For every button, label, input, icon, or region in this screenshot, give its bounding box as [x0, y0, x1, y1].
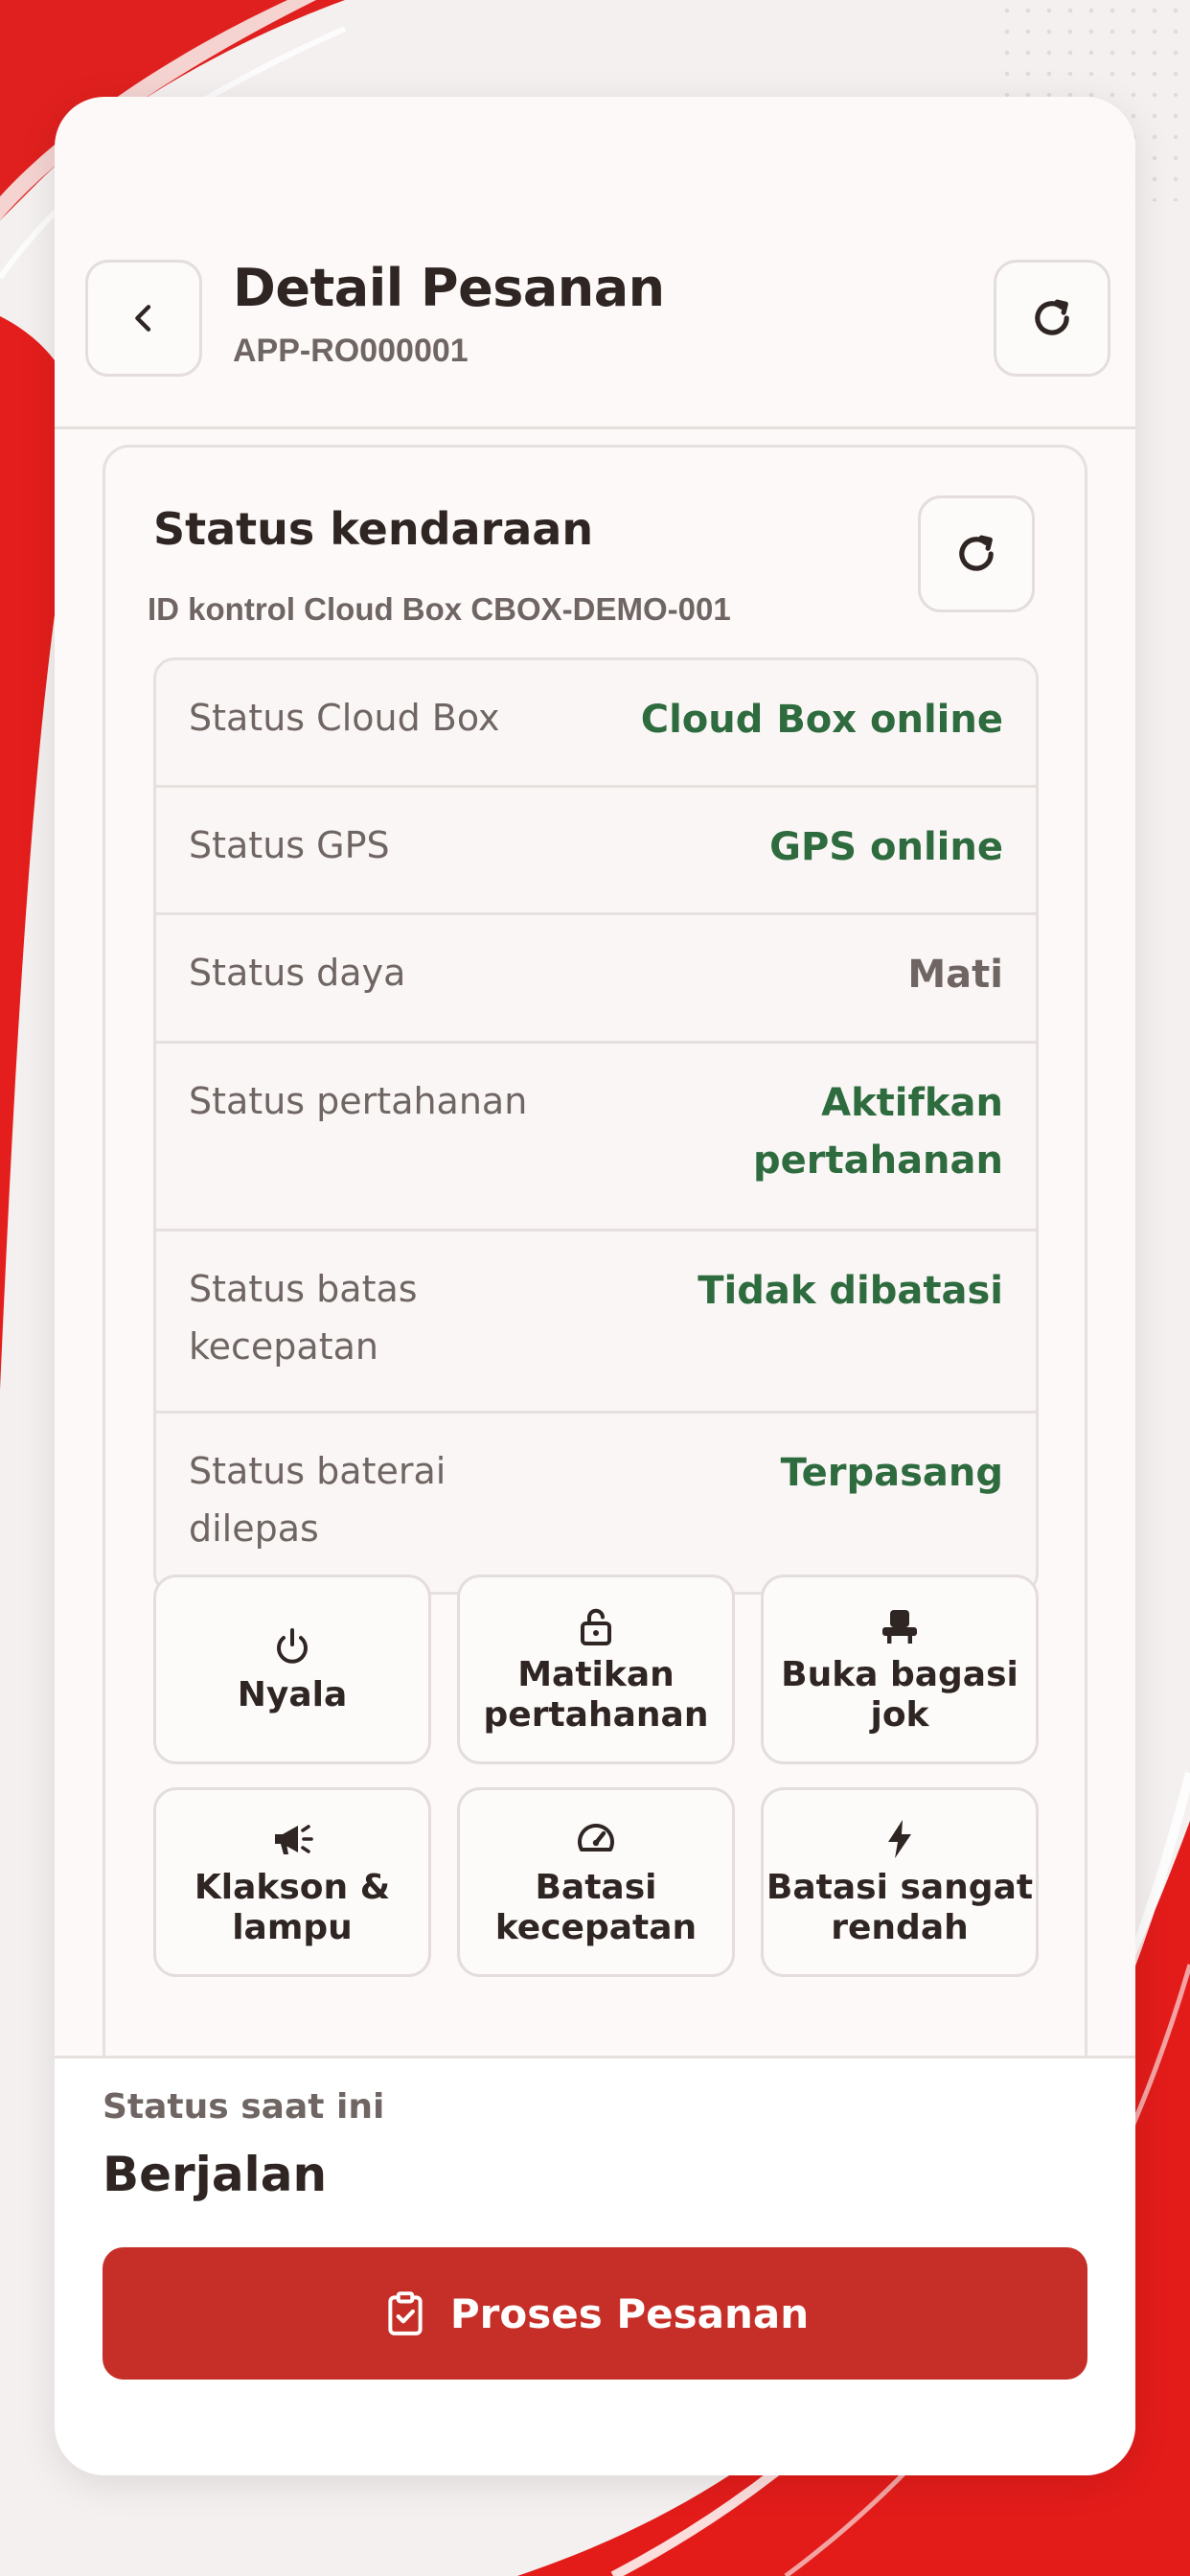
action-label: Matikan pertahanan: [483, 1655, 709, 1735]
vehicle-status-card: [103, 445, 1087, 2151]
scroll-content[interactable]: [55, 429, 1135, 2151]
order-id: APP-RO000001: [233, 333, 469, 369]
seat-icon: [877, 1603, 923, 1649]
status-label: Status Cloud Box: [189, 697, 500, 739]
status-row-power: [156, 915, 1036, 1044]
page-title: Detail Pesanan: [233, 258, 665, 318]
status-row-battery: [156, 1414, 1036, 1592]
status-row-cloud-box: [156, 660, 1036, 788]
status-label: Status batas kecepatan: [189, 1268, 418, 1368]
status-label: Status baterai dilepas: [189, 1450, 446, 1550]
page-header: [55, 97, 1135, 429]
speed-limit-button[interactable]: [457, 1787, 735, 1977]
status-label: Status GPS: [189, 824, 390, 866]
status-value: Aktifkan pertahanan: [752, 1081, 1003, 1183]
very-low-limit-button[interactable]: [761, 1787, 1039, 1977]
footer-panel: [55, 2056, 1135, 2475]
gauge-icon: [573, 1816, 619, 1862]
cloud-box-id: ID kontrol Cloud Box CBOX-DEMO-001: [148, 591, 731, 627]
chevron-left-icon: [125, 299, 163, 337]
current-status-value: Berjalan: [103, 2147, 328, 2202]
status-value: Mati: [907, 953, 1003, 997]
horn-icon: [269, 1816, 315, 1862]
vehicle-refresh-button[interactable]: [918, 495, 1035, 612]
order-detail-card: [55, 97, 1135, 2475]
disable-defense-button[interactable]: [457, 1575, 735, 1764]
refresh-icon: [1027, 293, 1077, 343]
action-label: Nyala: [237, 1675, 348, 1714]
action-label: Klakson & lampu: [194, 1868, 391, 1947]
clipboard-check-icon: [381, 2289, 429, 2337]
refresh-button[interactable]: [994, 260, 1110, 377]
status-row-defense: [156, 1044, 1036, 1231]
horn-lights-button[interactable]: [153, 1787, 431, 1977]
back-button[interactable]: [85, 260, 202, 377]
current-status-label: Status saat ini: [103, 2087, 385, 2127]
status-value: Terpasang: [780, 1451, 1003, 1495]
refresh-icon: [951, 529, 1001, 579]
status-label: Status pertahanan: [189, 1080, 528, 1122]
status-row-speed-limit: [156, 1231, 1036, 1414]
status-table: [153, 657, 1039, 1595]
open-seat-trunk-button[interactable]: [761, 1575, 1039, 1764]
status-value: Tidak dibatasi: [698, 1269, 1003, 1313]
unlock-icon: [573, 1603, 619, 1649]
process-order-label: Proses Pesanan: [449, 2289, 810, 2337]
status-value: GPS online: [769, 825, 1003, 869]
bolt-icon: [877, 1816, 923, 1862]
vehicle-status-title: Status kendaraan: [153, 503, 594, 555]
process-order-button[interactable]: [103, 2247, 1087, 2380]
power-on-button[interactable]: [153, 1575, 431, 1764]
action-label: Batasi kecepatan: [494, 1868, 698, 1947]
action-label: Buka bagasi jok: [781, 1655, 1018, 1735]
status-row-gps: [156, 788, 1036, 915]
status-label: Status daya: [189, 952, 406, 994]
power-icon: [269, 1623, 315, 1669]
status-value: Cloud Box online: [640, 698, 1003, 742]
action-label: Batasi sangat rendah: [766, 1868, 1034, 1947]
